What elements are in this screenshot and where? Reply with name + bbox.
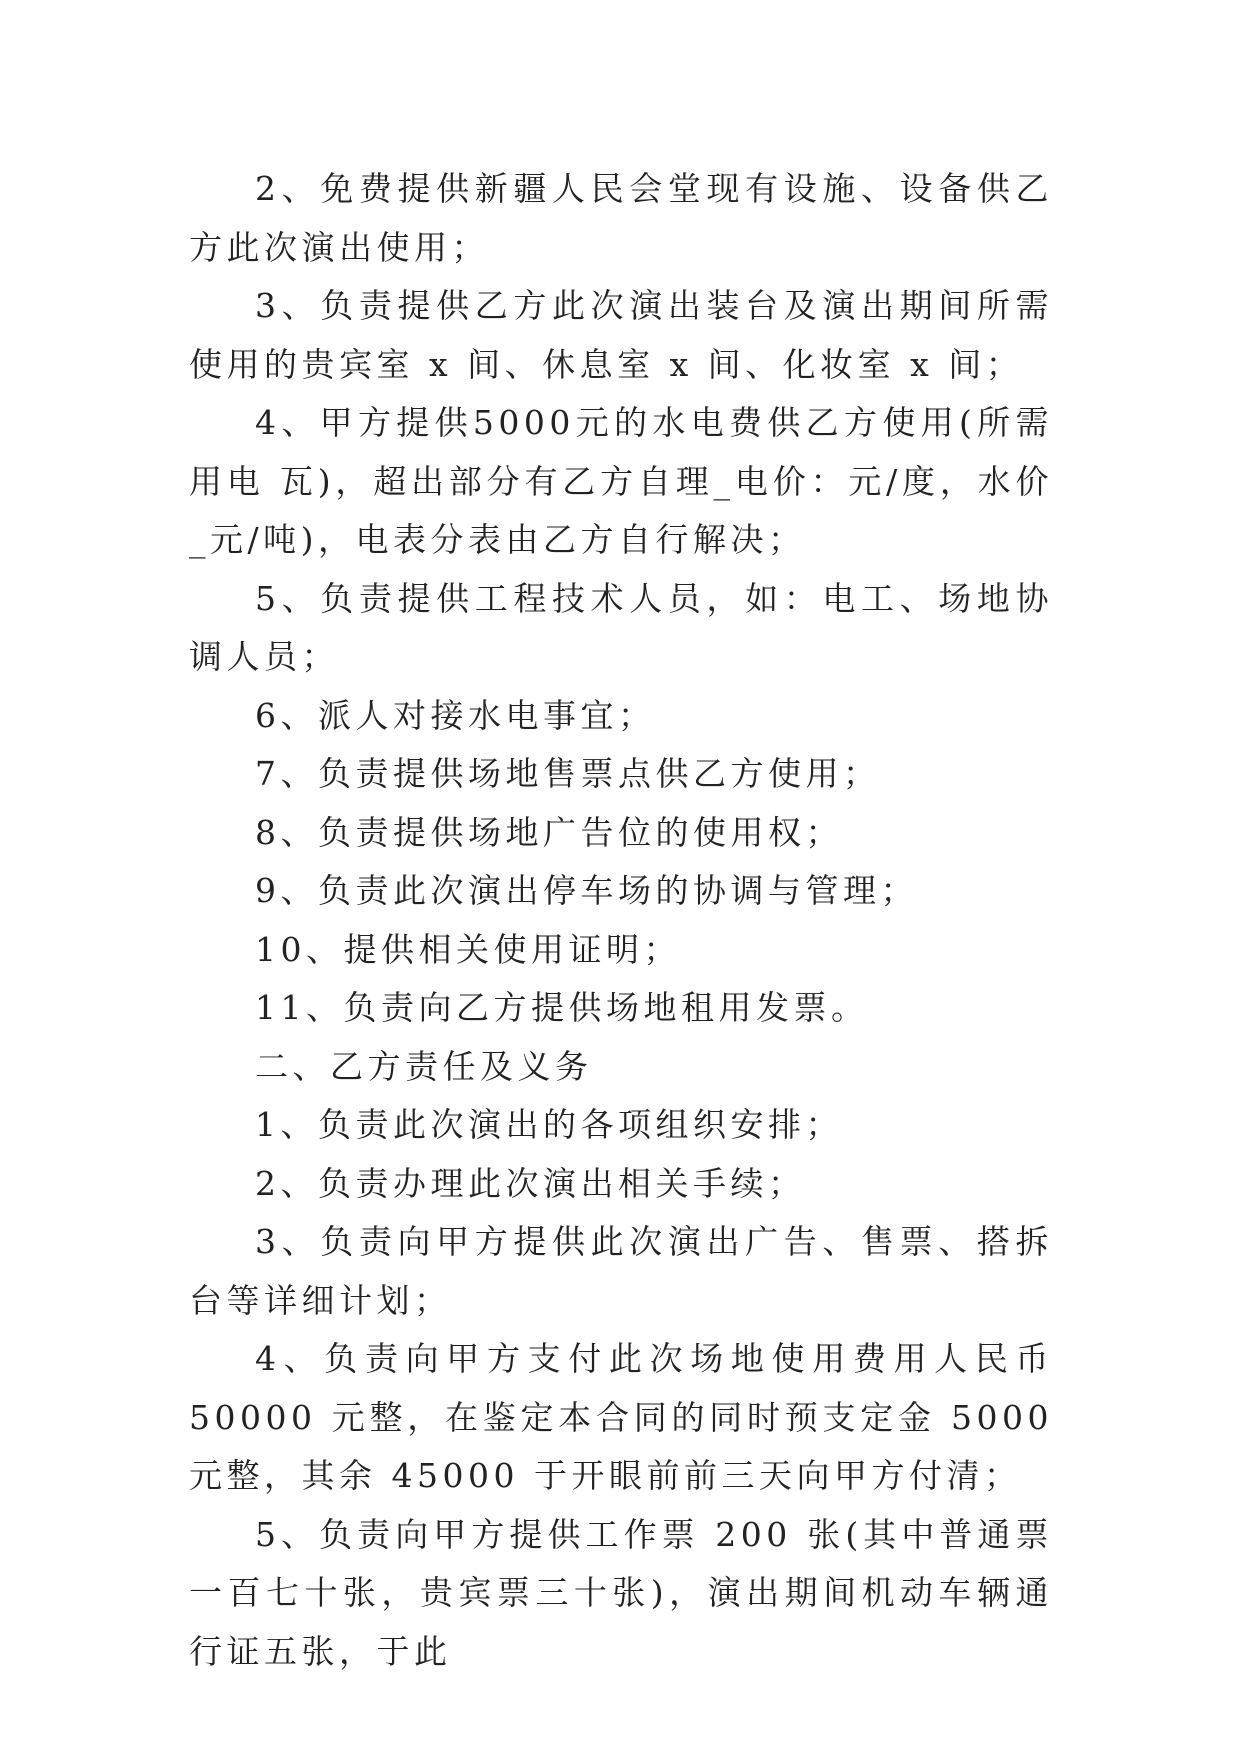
clause-a9-parking: 9、负责此次演出停车场的协调与管理； [255,871,918,910]
clause-b3-plans: 3、负责向甲方提供此次演出广告、售票、搭拆台等详细计划； [189,1222,1053,1320]
section-heading-party-b: 二、乙方责任及义务 [255,1046,593,1086]
clause-a5-technicians: 5、负责提供工程技术人员，如：电工、场地协调人员； [189,578,1053,676]
clause-b4-payment: 4、负责向甲方支付此次场地使用费用人民币 50000 元整，在鉴定本合同的同时预支定金 5000 元整，其余 45000 于开眼前前三天向甲方付清； [189,1339,1053,1495]
clause-a10-certificates: 10、提供相关使用证明； [255,929,681,969]
document-body [189,160,1053,1681]
clause-a4-utilities: 4、甲方提供5000元的水电费供乙方使用(所需用电 瓦)，超出部分有乙方自理_电价：元/度，水价_元/吨)，电表分表由乙方自行解决； [189,403,1053,559]
clause-b2-procedures: 2、负责办理此次演出相关手续； [255,1163,806,1203]
clause-b5-tickets: 5、负责向甲方提供工作票 200 张(其中普通票一百七十张，贵宾票三十张)，演出期间机动车辆通行证五张，于此 [189,1514,1053,1671]
clause-b1-organization: 1、负责此次演出的各项组织安排； [255,1105,843,1144]
clause-a6-utility-liaison: 6、派人对接水电事宜； [255,695,656,735]
clause-a7-ticket-office: 7、负责提供场地售票点供乙方使用； [255,754,881,793]
clause-a8-advertising: 8、负责提供场地广告位的使用权； [255,812,843,852]
clause-a11-invoice: 11、负责向乙方提供场地租用发票。 [255,988,869,1027]
clause-a3-rooms: 3、负责提供乙方此次演出装台及演出期间所需使用的贵宾室 x 间、休息室 x 间、化妆室 x 间； [189,286,1053,384]
clause-a2-facilities: 2、免费提供新疆人民会堂现有设施、设备供乙方此次演出使用； [189,169,1053,267]
